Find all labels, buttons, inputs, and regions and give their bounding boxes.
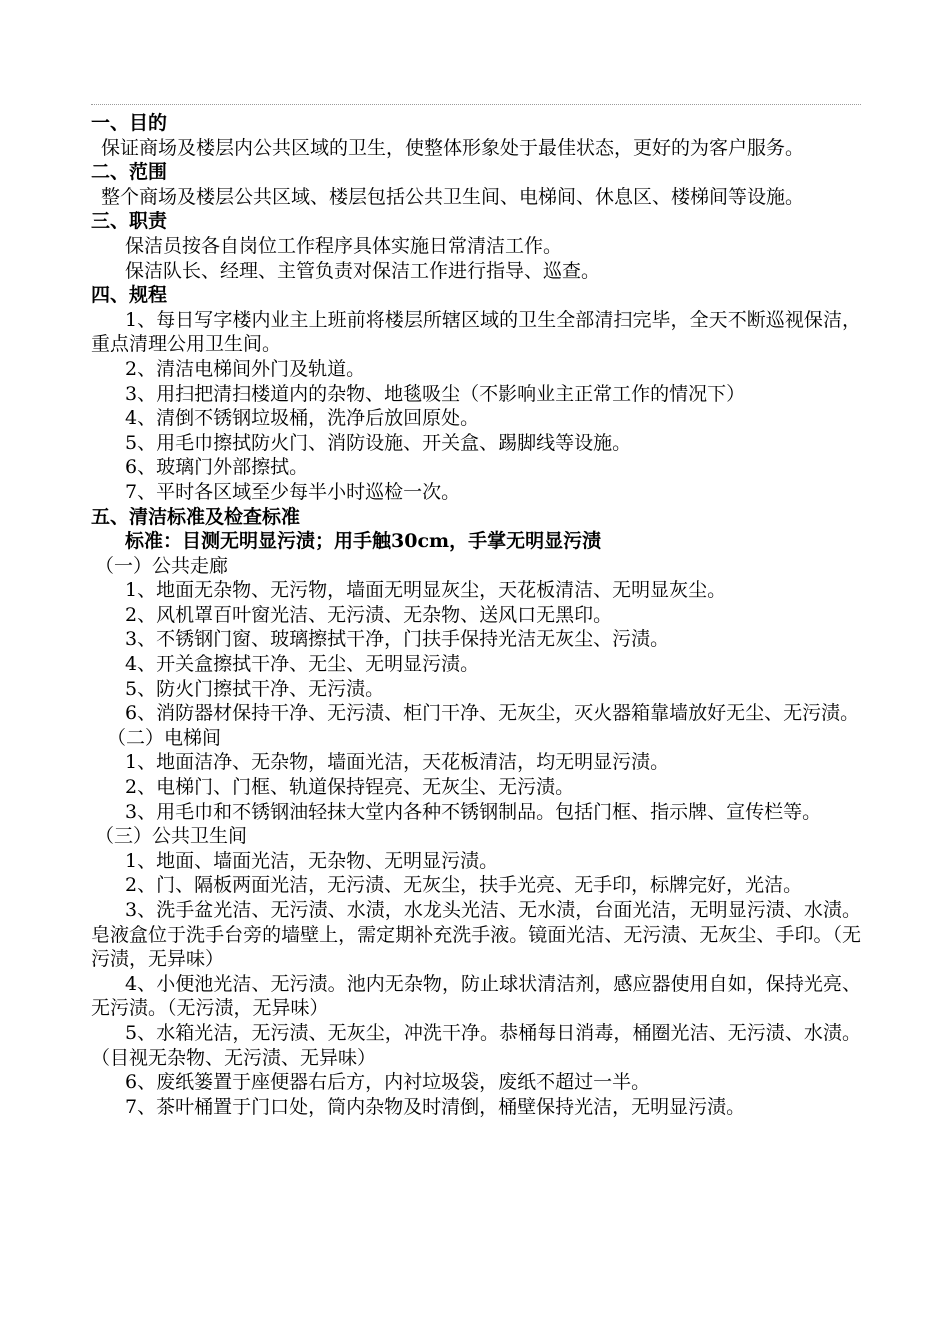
procedure-item: 7、平时各区域至少每半小时巡检一次。	[125, 480, 461, 503]
duty-item: 保洁队长、经理、主管负责对保洁工作进行指导、巡查。	[125, 259, 601, 282]
restroom-item: 5、水箱光洁，无污渍、无灰尘，冲洗干净。恭桶每日消毒，桶圈光洁、无污渍、水渍。（目视无杂物、无污渍、无异味）	[91, 1021, 861, 1069]
header-divider	[91, 104, 861, 105]
document-page	[91, 104, 861, 1119]
corridor-item: 3、不锈钢门窗、玻璃擦拭干净，门扶手保持光洁无灰尘、污渍。	[125, 628, 670, 651]
restroom-item: 2、门、隔板两面光洁，无污渍、无灰尘，扶手光亮、无手印，标牌完好，光洁。	[125, 874, 803, 897]
section-body-scope: 整个商场及楼层公共区域、楼层包括公共卫生间、电梯间、休息区、楼梯间等设施。	[101, 185, 805, 208]
standard-statement: 标准：目测无明显污渍；用手触30cm，手掌无明显污渍	[125, 530, 602, 553]
procedure-item: 5、用毛巾擦拭防火门、消防设施、开关盒、踢脚线等设施。	[125, 431, 632, 454]
section-heading-duties: 三、职责	[91, 210, 168, 233]
section-heading-purpose: 一、目的	[91, 112, 168, 134]
subsection-heading-restroom: （三）公共卫生间	[95, 825, 248, 848]
elevator-item: 2、电梯门、门框、轨道保持锃亮、无灰尘、无污渍。	[125, 776, 575, 799]
duty-item: 保洁员按各自岗位工作程序具体实施日常清洁工作。	[125, 234, 563, 257]
restroom-item: 6、废纸篓置于座便器右后方，内衬垃圾袋，废纸不超过一半。	[125, 1071, 651, 1094]
restroom-item: 7、茶叶桶置于门口处，筒内杂物及时清倒，桶壁保持光洁，无明显污渍。	[125, 1095, 746, 1118]
corridor-item: 1、地面无杂物、无污物，墙面无明显灰尘，天花板清洁、无明显灰尘。	[125, 579, 727, 602]
corridor-item: 5、防火门擦拭干净、无污渍。	[125, 677, 385, 700]
subsection-heading-corridor: （一）公共走廊	[95, 554, 229, 577]
elevator-item: 3、用毛巾和不锈钢油轻抹大堂内各种不锈钢制品。包括门框、指示牌、宣传栏等。	[125, 800, 822, 823]
corridor-item: 6、消防器材保持干净、无污渍、柜门干净、无灰尘，灭火器箱靠墙放好无尘、无污渍。	[125, 702, 860, 725]
section-heading-procedures: 四、规程	[91, 284, 168, 307]
procedure-item: 3、用扫把清扫楼道内的杂物、地毯吸尘（不影响业主正常工作的情况下）	[125, 382, 746, 405]
restroom-item: 1、地面、墙面光洁，无杂物、无明显污渍。	[125, 849, 499, 872]
procedure-item: 4、清倒不锈钢垃圾桶，洗净后放回原处。	[125, 407, 480, 430]
corridor-item: 2、风机罩百叶窗光洁、无污渍、无杂物、送风口无黑印。	[125, 603, 613, 626]
restroom-item: 4、小便池光洁、无污渍。池内无杂物，防止球状清洁剂，感应器使用自如，保持光亮、无污渍。（无污渍，无异味）	[91, 972, 861, 1020]
procedure-item: 6、玻璃门外部擦拭。	[125, 456, 309, 479]
section-heading-standards: 五、清洁标准及检查标准	[91, 505, 301, 528]
section-heading-scope: 二、范围	[91, 161, 168, 184]
procedure-item: 2、清洁电梯间外门及轨道。	[125, 357, 366, 380]
restroom-item: 3、洗手盆光洁、无污渍、水渍，水龙头光洁、无水渍，台面光洁，无明显污渍、水渍。皂液盒位于洗手台旁的墙壁上，需定期补充洗手液。镜面光洁、无污渍、无灰尘、手印。（无污渍，无异味）	[91, 899, 861, 971]
subsection-heading-elevator: （二）电梯间	[107, 726, 222, 749]
section-body-purpose: 保证商场及楼层内公共区域的卫生，使整体形象处于最佳状态，更好的为客户服务。	[101, 136, 805, 159]
corridor-item: 4、开关盒擦拭干净、无尘、无明显污渍。	[125, 653, 480, 676]
elevator-item: 1、地面洁净、无杂物，墙面光洁，天花板清洁，均无明显污渍。	[125, 751, 670, 774]
procedure-item: 1、每日写字楼内业主上班前将楼层所辖区域的卫生全部清扫完毕，全天不断巡视保洁，重点清理公用卫生间。	[91, 308, 861, 356]
